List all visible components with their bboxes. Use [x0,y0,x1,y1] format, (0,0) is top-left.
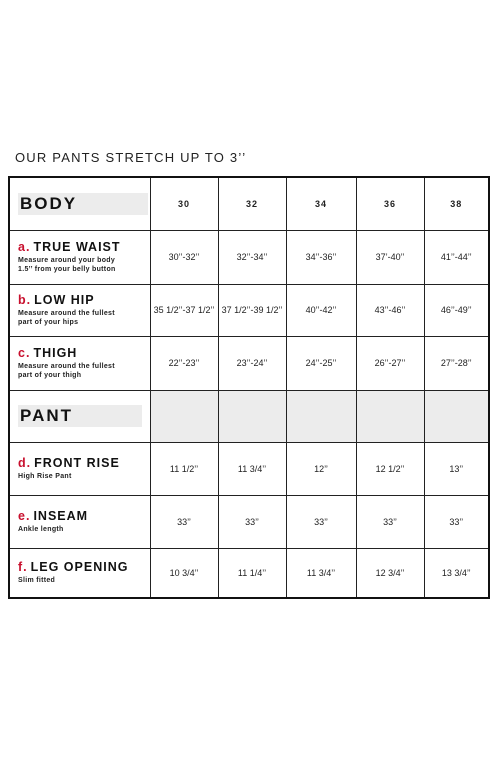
table-cell: 41’’-44’’ [424,230,488,284]
empty-cell [150,390,218,442]
row-description-line: Measure around the fullest [18,362,115,370]
empty-cell [286,390,356,442]
table-cell: 12’’ [286,442,356,495]
row-description [18,310,142,328]
empty-cell [424,390,488,442]
row-description [18,257,142,275]
row-title [18,346,142,360]
row-letter: b. [18,292,32,307]
row-title-text: THIGH [33,345,78,360]
table-cell: 35 1/2’’-37 1/2’’ [150,284,218,336]
row-title [18,240,142,254]
row-label [10,495,150,548]
table-cell: 10 3/4’’ [150,548,218,597]
table-cell: 33’’ [356,495,424,548]
table-row [10,548,488,597]
row-letter: f. [18,559,28,574]
body-header-row [10,178,488,230]
table-cell: 33’’ [424,495,488,548]
table-cell: 33’’ [286,495,356,548]
row-description: Ankle length [18,525,64,533]
row-description-line: Measure around the fullest [18,309,115,317]
table-cell: 34’’-36’’ [286,230,356,284]
row-title [18,509,142,523]
row-title [18,456,142,470]
size-header: 30 [150,178,218,230]
empty-cell [218,390,286,442]
row-title-text: TRUE WAIST [33,239,121,254]
table-cell: 22’’-23’’ [150,336,218,390]
table-cell: 12 3/4’’ [356,548,424,597]
size-header: 36 [356,178,424,230]
table-cell: 37’-40’’ [356,230,424,284]
row-description: High Rise Pant [18,472,72,480]
row-title [18,560,142,574]
table-row [10,284,488,336]
row-letter: d. [18,455,32,470]
row-description-line: Measure around your body [18,256,116,264]
table-cell: 12 1/2’’ [356,442,424,495]
row-label [10,442,150,495]
row-label [10,548,150,597]
row-description: Slim fitted [18,576,56,584]
row-description-line: part of your thigh [18,371,82,379]
row-title-text: LOW HIP [34,292,95,307]
size-chart [8,176,490,599]
size-header: 38 [424,178,488,230]
row-description-line: 1.5’’ from your belly button [18,265,116,273]
table-cell: 26’’-27’’ [356,336,424,390]
table-cell: 33’’ [218,495,286,548]
row-label [10,336,150,390]
size-header: 32 [218,178,286,230]
table-cell: 13’’ [424,442,488,495]
size-table [10,178,488,597]
body-section-cell [10,178,150,230]
row-description [18,363,142,381]
section-title-body: BODY [18,193,148,215]
table-cell: 23’’-24’’ [218,336,286,390]
table-cell: 40’’-42’’ [286,284,356,336]
row-letter: c. [18,345,31,360]
table-cell: 33’’ [150,495,218,548]
row-label [10,284,150,336]
row-title-text: FRONT RISE [34,455,120,470]
row-title-text: LEG OPENING [30,559,129,574]
table-cell: 11 3/4’’ [218,442,286,495]
table-cell: 13 3/4’’ [424,548,488,597]
row-label [10,230,150,284]
empty-cell [356,390,424,442]
page-heading: OUR PANTS STRETCH UP TO 3’’ [15,150,247,165]
table-cell: 27’’-28’’ [424,336,488,390]
table-cell: 11 3/4’’ [286,548,356,597]
table-row [10,495,488,548]
row-title-text: INSEAM [33,508,89,523]
section-title-pant: PANT [18,405,142,427]
size-header: 34 [286,178,356,230]
table-cell: 11 1/2’’ [150,442,218,495]
row-description-line: part of your hips [18,318,79,326]
table-row [10,230,488,284]
table-cell: 32’’-34’’ [218,230,286,284]
row-title [18,293,142,307]
table-cell: 43’’-46’’ [356,284,424,336]
row-letter: a. [18,239,31,254]
table-cell: 11 1/4’’ [218,548,286,597]
table-cell: 24’’-25’’ [286,336,356,390]
pant-header-row [10,390,488,442]
table-cell: 30’’-32’’ [150,230,218,284]
table-row [10,442,488,495]
table-cell: 46’’-49’’ [424,284,488,336]
pant-section-cell [10,390,150,442]
table-cell: 37 1/2’’-39 1/2’’ [218,284,286,336]
row-letter: e. [18,508,31,523]
table-row [10,336,488,390]
